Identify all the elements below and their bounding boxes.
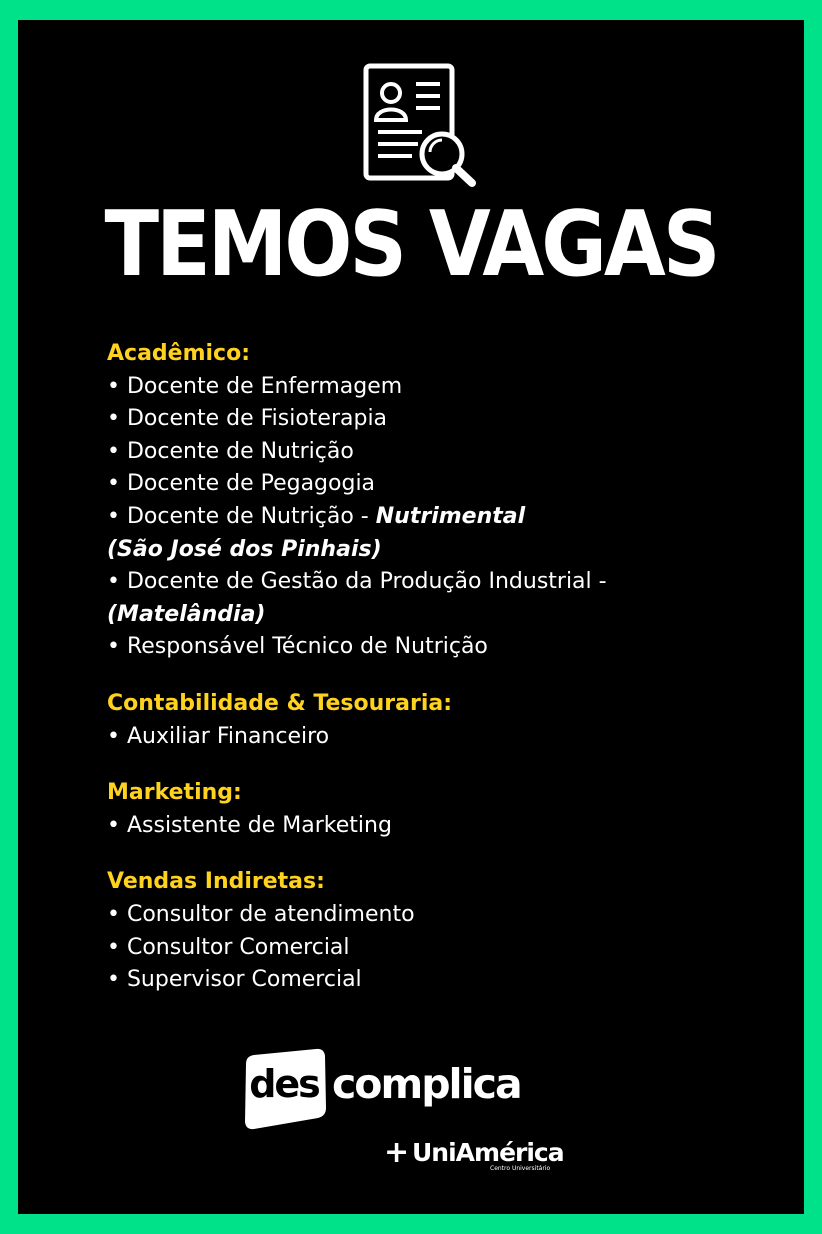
list-item: • Docente de Pegagogia xyxy=(107,471,376,497)
plus-icon: + xyxy=(384,1135,410,1170)
list-item: • Docente de Fisioterapia xyxy=(107,406,388,432)
section-academico xyxy=(107,338,727,664)
job-highlight: Nutrimental xyxy=(375,503,526,529)
page-title: TEMOS VAGAS xyxy=(104,192,718,297)
section-marketing xyxy=(107,777,727,842)
list-item: • Docente de Enfermagem xyxy=(107,373,403,399)
job-list xyxy=(107,338,727,1021)
list-item: • Docente de Gestão da Produção Industrial - (Matelândia) xyxy=(107,569,607,627)
section-vendas xyxy=(107,866,727,996)
resume-search-icon xyxy=(348,62,478,187)
logo-badge-text: des xyxy=(249,1062,319,1106)
list-item: • Consultor de atendimento xyxy=(107,901,415,927)
logo-main-text: complica xyxy=(332,1060,521,1108)
list-item: • Docente de Nutrição xyxy=(107,438,354,464)
job-location: (Matelândia) xyxy=(107,601,266,627)
job-location: (São José dos Pinhais) xyxy=(107,536,382,562)
partner-logo-text: UniAmérica xyxy=(412,1138,564,1167)
list-item: • Assistente de Marketing xyxy=(107,812,392,838)
list-item: • Responsável Técnico de Nutrição xyxy=(107,634,488,660)
partner-subtitle: Centro Universitário xyxy=(490,1165,551,1172)
list-item: • Docente de Nutrição - Nutrimental (São José dos Pinhais) xyxy=(107,503,526,562)
job-board-panel xyxy=(18,20,804,1214)
section-title: Vendas Indiretas: xyxy=(107,869,325,895)
brand-logo xyxy=(240,1042,590,1172)
section-contabilidade xyxy=(107,688,727,753)
list-item: • Supervisor Comercial xyxy=(107,967,362,993)
list-item: • Consultor Comercial xyxy=(107,934,350,960)
section-title: Contabilidade & Tesouraria: xyxy=(107,690,453,716)
section-title: Acadêmico: xyxy=(107,341,250,366)
section-title: Marketing: xyxy=(107,780,242,806)
list-item: • Auxiliar Financeiro xyxy=(107,723,330,749)
